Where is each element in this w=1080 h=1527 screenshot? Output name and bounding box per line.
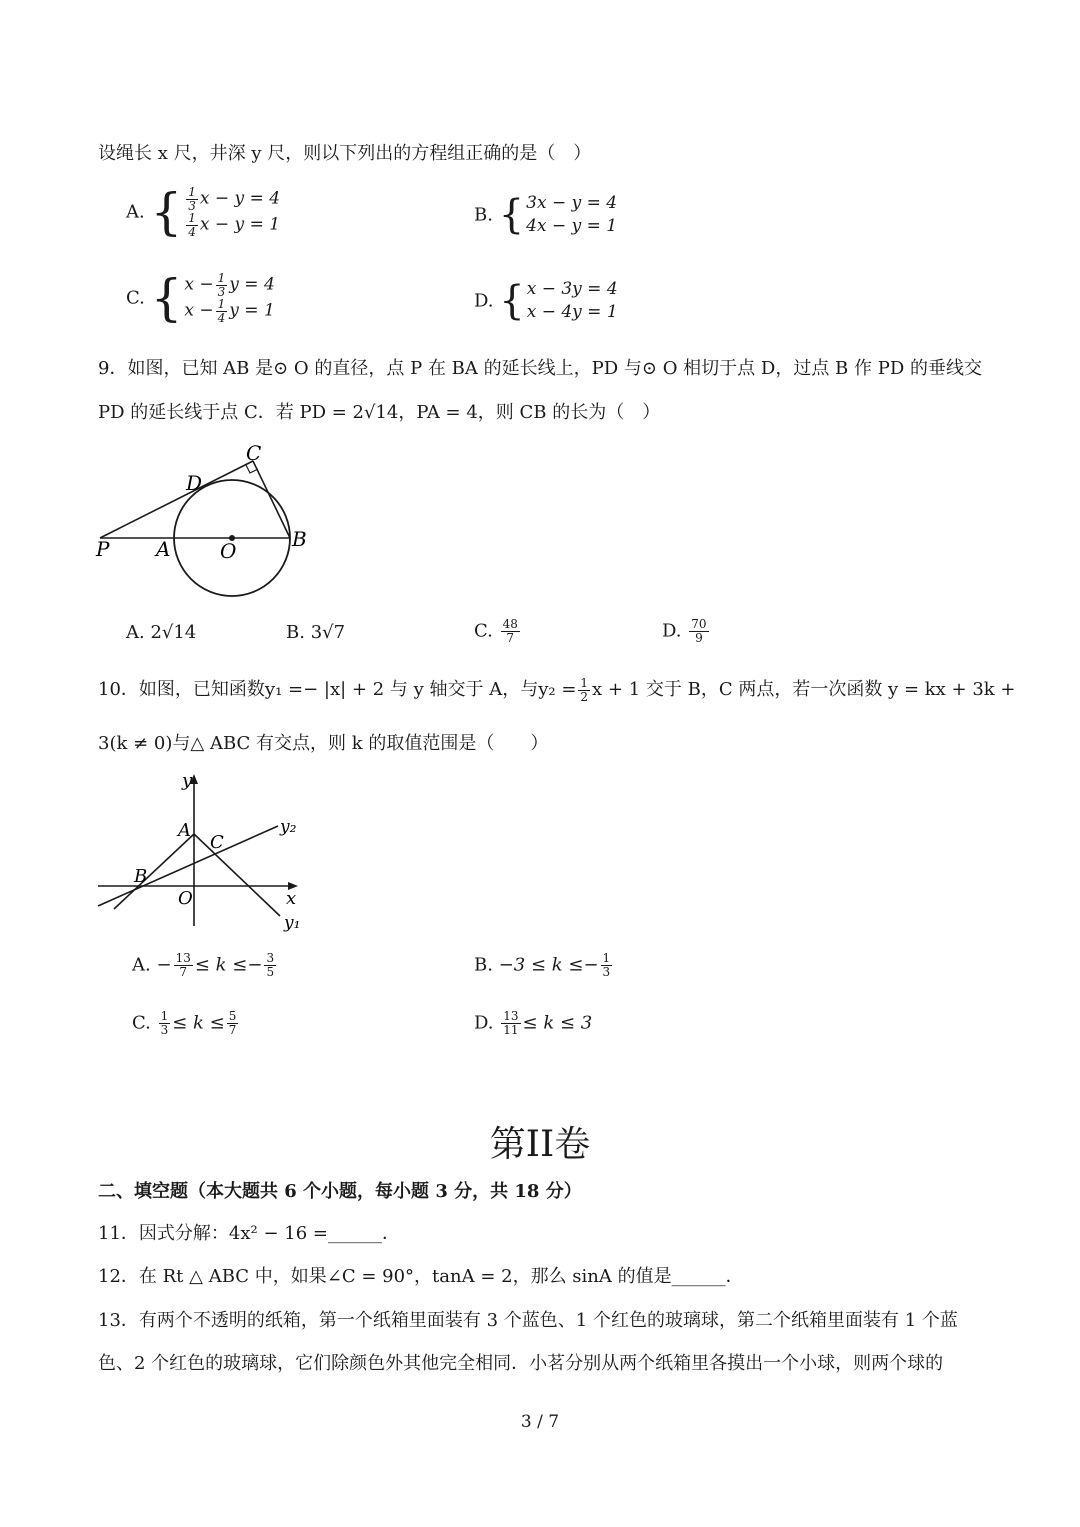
label-y1: y₁ <box>284 913 301 933</box>
q10-option-a <box>132 952 278 978</box>
frac-den: 2 <box>580 689 589 704</box>
option-label: A. <box>126 622 145 643</box>
q11: 11．因式分解：4x² − 16 =______． <box>98 1223 400 1244</box>
q8-option-c <box>126 269 275 328</box>
label-y2: y₂ <box>280 817 297 837</box>
equation: x − 4y = 1 <box>526 301 618 322</box>
brace-icon: { <box>150 269 183 328</box>
frac-num: 1 <box>217 271 226 285</box>
q9-option-c <box>474 618 522 644</box>
frac-num: 1 <box>217 297 226 312</box>
frac-num: 1 <box>602 951 611 965</box>
q8-option-a <box>126 183 281 242</box>
option-value: 2√14 <box>150 622 197 643</box>
q10-option-b <box>474 952 614 978</box>
option-text: ≤ k ≤ <box>172 1012 225 1034</box>
q10-text: 10．如图，已知函数y₁ =− |x| + 2 与 y 轴交于 A，与y₂ = <box>98 679 577 700</box>
option-text: ≤ k ≤ 3 <box>522 1012 593 1034</box>
label-c: C <box>246 441 262 465</box>
line-y1-right <box>194 834 280 916</box>
q10-option-d <box>474 1010 592 1036</box>
option-label: C. <box>132 1012 151 1034</box>
equation: y = 4 <box>229 274 275 295</box>
equation: 4x − y = 1 <box>526 215 618 236</box>
q10-line-1 <box>98 676 1016 704</box>
frac-num: 70 <box>691 617 707 631</box>
frac-num: 13 <box>175 951 191 965</box>
option-label: D. <box>474 1012 494 1034</box>
page-number: 3 / 7 <box>520 1412 560 1432</box>
line-pc <box>100 461 253 538</box>
equation: x − y = 4 <box>199 188 281 209</box>
part-title: 第II卷 <box>489 1124 591 1165</box>
frac-den: 3 <box>188 198 196 213</box>
option-label: D. <box>662 620 682 642</box>
frac-den: 11 <box>503 1022 519 1037</box>
q10-graph-figure <box>94 766 314 936</box>
option-text: −3 ≤ k ≤− <box>498 954 599 976</box>
equation-system <box>499 278 617 324</box>
label-x: x <box>286 888 297 909</box>
equation: x − <box>184 274 214 295</box>
q9-option-d <box>662 618 711 644</box>
q10-option-c <box>132 1010 240 1036</box>
option-label: C. <box>126 287 145 309</box>
equation-system <box>150 269 275 328</box>
label-p: P <box>96 537 110 561</box>
option-text: − <box>156 954 172 976</box>
label-b: B <box>292 527 307 551</box>
label-a: A <box>178 820 191 841</box>
q8-option-d <box>474 278 618 324</box>
frac-num: 1 <box>188 211 196 226</box>
q13-line-1: 13．有两个不透明的纸箱，第一个纸箱里面装有 3 个蓝色、1 个红色的玻璃球，第二个纸箱里面装有 1 个蓝 <box>98 1310 958 1331</box>
label-o: O <box>220 539 237 563</box>
label-c: C <box>210 832 224 853</box>
frac-num: 1 <box>580 675 589 690</box>
option-value: 3√7 <box>310 622 346 643</box>
line-cb <box>253 461 290 538</box>
q9-option-a <box>126 622 196 643</box>
q8-option-b <box>474 192 617 238</box>
frac-den: 9 <box>695 630 703 645</box>
frac-den: 7 <box>179 964 188 979</box>
q8-stem: 设绳长 x 尺，井深 y 尺，则以下列出的方程组正确的是（ ） <box>98 143 592 164</box>
option-label: C. <box>474 620 493 642</box>
option-label: B. <box>474 954 493 976</box>
option-label: A. <box>132 954 151 976</box>
equation-system <box>499 192 617 238</box>
frac-num: 1 <box>160 1009 169 1023</box>
frac-num: 1 <box>188 185 196 199</box>
option-label: B. <box>286 622 305 643</box>
frac-den: 7 <box>506 630 515 645</box>
equation: x − <box>184 300 214 321</box>
q12: 12．在 Rt △ ABC 中，如果∠C = 90°，tanA = 2，那么 sinA 的值是______． <box>98 1266 744 1287</box>
section-heading: 二、填空题（本大题共 6 个小题，每小题 3 分，共 18 分） <box>98 1181 582 1202</box>
frac-den: 4 <box>217 310 226 325</box>
label-d: D <box>186 471 203 495</box>
q9-line-1: 9．如图，已知 AB 是⊙ O 的直径，点 P 在 BA 的延长线上，PD 与⊙ O 相切于点 D，过点 B 作 PD 的垂线交 <box>98 358 982 379</box>
option-text: ≤ k ≤− <box>194 954 263 976</box>
option-label: A. <box>126 201 145 223</box>
frac-num: 5 <box>228 1009 237 1023</box>
brace-icon: { <box>150 183 183 242</box>
frac-den: 7 <box>228 1022 237 1037</box>
frac-den: 4 <box>188 224 196 239</box>
label-a: A <box>156 537 171 561</box>
label-y: y <box>182 770 193 791</box>
brace-icon: { <box>499 277 525 324</box>
label-b: B <box>134 866 148 887</box>
frac-num: 48 <box>502 617 518 631</box>
q10-text: x + 1 交于 B，C 两点，若一次函数 y = kx + 3k + <box>592 679 1016 700</box>
q9-option-b <box>286 622 345 643</box>
frac-den: 3 <box>217 284 226 299</box>
label-o: O <box>178 888 193 909</box>
frac-den: 5 <box>266 964 275 979</box>
frac-num: 3 <box>266 951 275 965</box>
q9-circle-figure <box>90 438 330 603</box>
equation: 3x − y = 4 <box>526 193 618 213</box>
option-label: B. <box>474 204 493 226</box>
frac-den: 3 <box>160 1022 169 1037</box>
equation: y = 1 <box>229 300 275 321</box>
q10-line-2: 3(k ≠ 0)与△ ABC 有交点，则 k 的取值范围是（ ） <box>98 733 549 754</box>
option-label: D. <box>474 290 494 312</box>
q9-line-2: PD 的延长线于点 C．若 PD = 2√14，PA = 4，则 CB 的长为（ ） <box>98 402 661 423</box>
equation: x − 3y = 4 <box>526 279 618 299</box>
equation: x − y = 1 <box>199 214 281 235</box>
equation-system <box>150 183 281 242</box>
q13-line-2: 色、2 个红色的玻璃球，它们除颜色外其他完全相同．小茗分别从两个纸箱里各摸出一个小球，则两个球的 <box>98 1353 944 1374</box>
brace-icon: { <box>498 191 525 238</box>
frac-den: 3 <box>602 964 611 979</box>
frac-num: 13 <box>503 1009 519 1023</box>
